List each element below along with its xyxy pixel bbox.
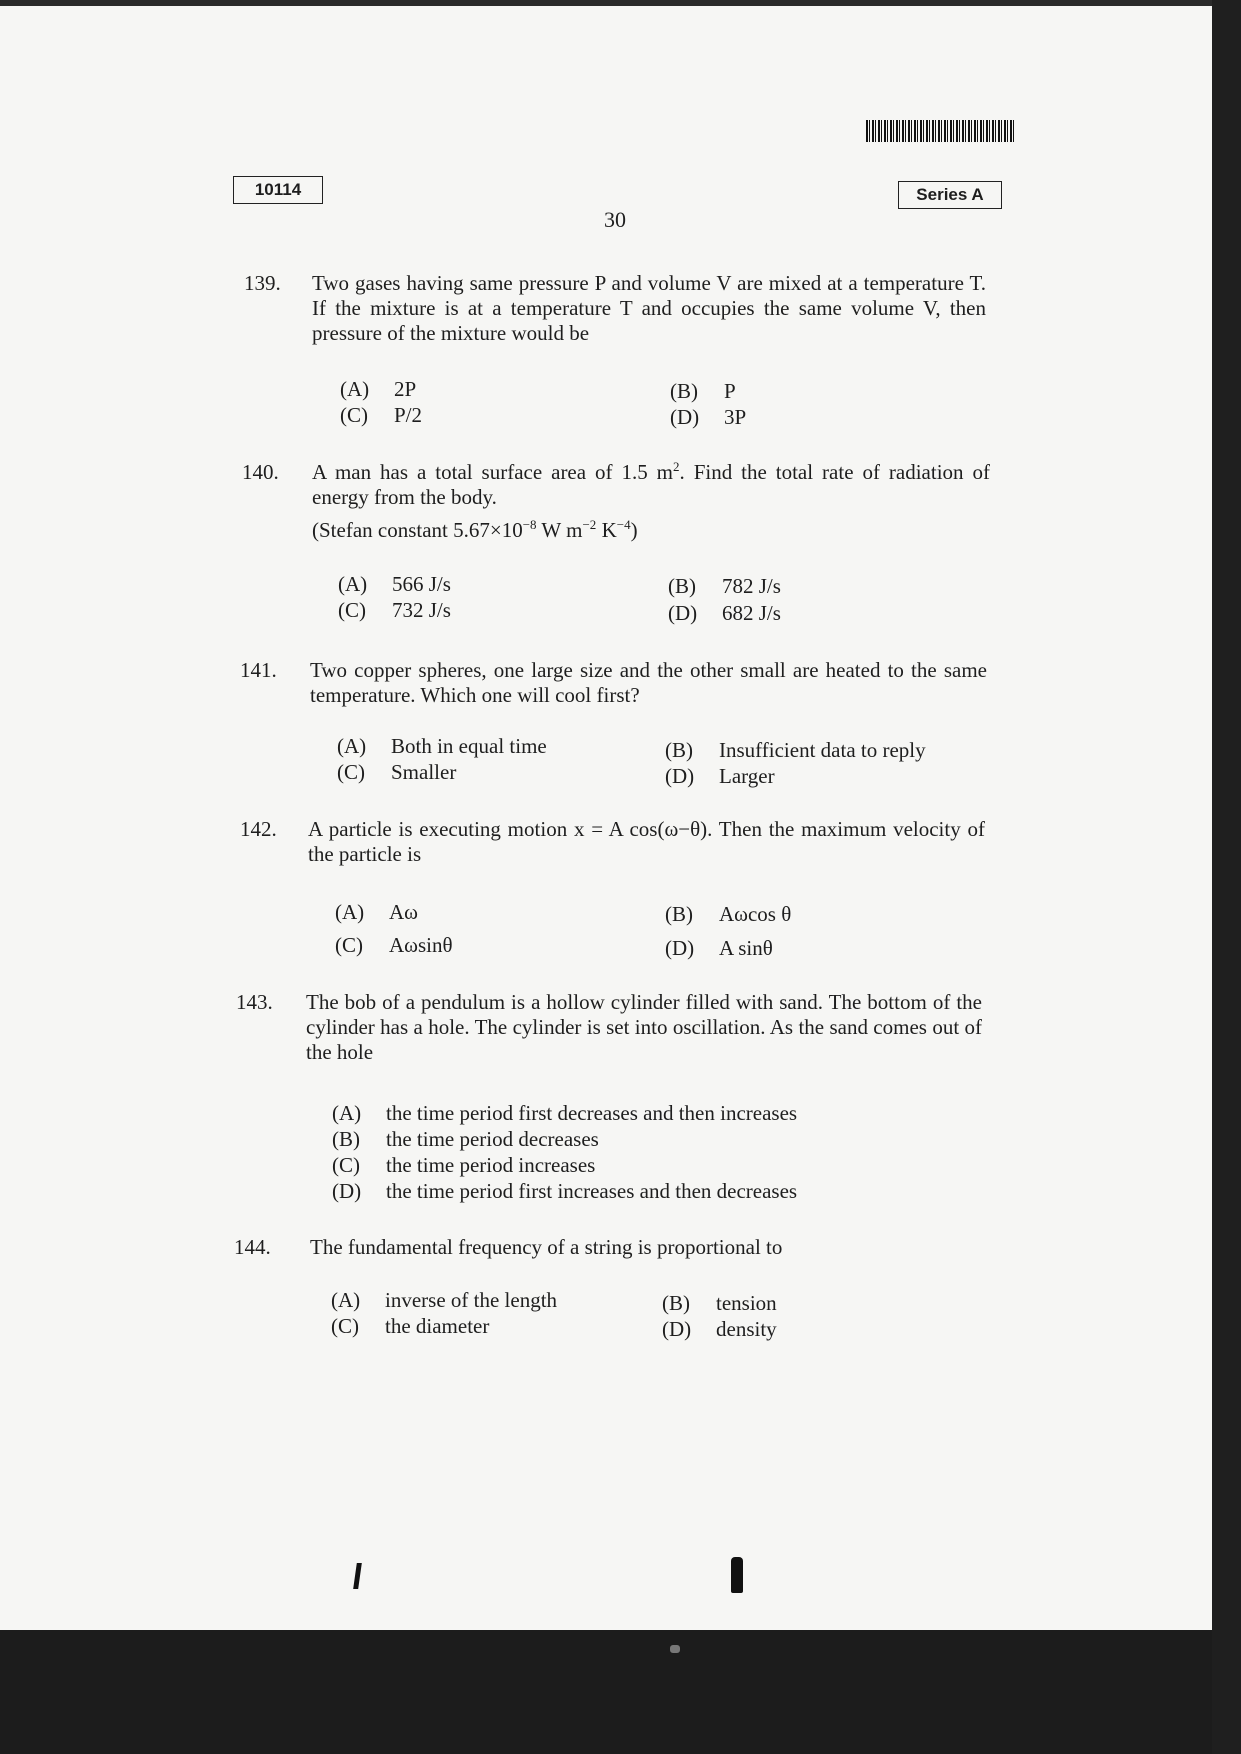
question-text: The fundamental frequency of a string is proportional to: [310, 1235, 783, 1259]
option-d[interactable]: [670, 405, 746, 430]
option-label: (D): [668, 601, 698, 625]
option-label: (D): [332, 1179, 362, 1203]
option-text: 682 J/s: [722, 601, 781, 625]
option-text: the diameter: [385, 1314, 490, 1338]
option-text: Aω: [389, 900, 418, 924]
option-label: (D): [665, 764, 695, 788]
option-label: (C): [335, 933, 363, 957]
option-a[interactable]: [337, 734, 547, 759]
series-box: Series A: [898, 181, 1002, 209]
option-c[interactable]: [337, 760, 456, 785]
option-b[interactable]: [668, 574, 781, 599]
option-c[interactable]: [332, 1153, 595, 1178]
option-text: Smaller: [391, 760, 457, 784]
scan-mark-right: [731, 1557, 743, 1593]
option-text: Both in equal time: [391, 734, 547, 758]
question-number: 142.: [240, 817, 277, 841]
option-text: inverse of the length: [385, 1288, 558, 1312]
option-text: Aωcos θ: [719, 902, 792, 926]
option-a[interactable]: [331, 1288, 557, 1313]
question-number: 143.: [236, 990, 273, 1014]
option-label: (C): [331, 1314, 359, 1338]
question-number: 141.: [240, 658, 277, 682]
option-text: A sinθ: [719, 936, 773, 960]
option-label: (A): [340, 377, 370, 401]
option-a[interactable]: [340, 377, 416, 402]
option-c[interactable]: [340, 403, 422, 428]
option-text: Aωsinθ: [389, 933, 453, 957]
option-text: Insufficient data to reply: [719, 738, 926, 762]
scan-right-edge: [1212, 0, 1241, 1754]
option-c[interactable]: [331, 1314, 489, 1339]
paper-code-box: 10114: [233, 176, 323, 204]
option-d[interactable]: [665, 764, 775, 789]
option-label: (B): [662, 1291, 690, 1315]
option-text: 566 J/s: [392, 572, 451, 596]
option-d[interactable]: [668, 601, 781, 626]
option-text: the time period decreases: [386, 1127, 599, 1151]
option-b[interactable]: [670, 379, 736, 404]
option-label: (D): [670, 405, 700, 429]
option-label: (A): [337, 734, 367, 758]
option-text: tension: [716, 1291, 777, 1315]
question-text: The bob of a pendulum is a hollow cylinder filled with sand. The bottom of the cylinder has a hole. The cylinder is set into oscillation. As the sand comes out of the hole: [306, 990, 982, 1064]
option-label: (C): [337, 760, 365, 784]
option-d[interactable]: [665, 936, 773, 961]
option-text: density: [716, 1317, 777, 1341]
option-label: (B): [332, 1127, 360, 1151]
barcode-image: [866, 120, 1014, 142]
option-label: (A): [335, 900, 365, 924]
option-a[interactable]: [338, 572, 451, 597]
question-number: 139.: [244, 271, 281, 295]
option-text: P/2: [394, 403, 423, 427]
option-label: (B): [668, 574, 696, 598]
option-c[interactable]: [338, 598, 451, 623]
question-text: A man has a total surface area of 1.5 $m^2$. Find the total rate of radiation of energy from the body.: [312, 459, 990, 509]
option-label: (C): [338, 598, 366, 622]
option-label: (C): [340, 403, 368, 427]
option-a[interactable]: [335, 900, 418, 925]
option-b[interactable]: [665, 738, 926, 763]
option-text: the time period first increases and then decreases: [386, 1179, 798, 1203]
option-b[interactable]: [332, 1127, 599, 1152]
option-d[interactable]: [662, 1317, 777, 1342]
option-label: (B): [665, 902, 693, 926]
option-b[interactable]: [662, 1291, 777, 1316]
option-c[interactable]: [335, 933, 453, 958]
option-d[interactable]: [332, 1179, 797, 1204]
option-label: (B): [665, 738, 693, 762]
question-text: Two gases having same pressure P and volume V are mixed at a temperature T. If the mixture is at a temperature T and occupies the same volume V, then pressure of the mixture would be: [312, 271, 986, 345]
question-number: 144.: [234, 1235, 271, 1259]
option-label: (D): [662, 1317, 692, 1341]
scan-top-edge: [0, 0, 1241, 6]
option-text: the time period first decreases and then increases: [386, 1101, 798, 1125]
option-a[interactable]: [332, 1101, 797, 1126]
option-label: (C): [332, 1153, 360, 1177]
option-label: (A): [338, 572, 368, 596]
option-text: 3P: [724, 405, 747, 429]
option-text: Larger: [719, 764, 775, 788]
option-label: (D): [665, 936, 695, 960]
stefan-constant-note: (Stefan constant $5.67\times 10^{-8}$ W $m^{-2}$ $K^{-4}$): [312, 517, 638, 542]
question-text: A particle is executing motion x = A cos(ω−θ). Then the maximum velocity of the particle is: [308, 817, 985, 866]
question-number: 140.: [242, 460, 279, 484]
option-text: 782 J/s: [722, 574, 781, 598]
scan-mark-left: [353, 1563, 362, 1589]
option-text: P: [724, 379, 736, 403]
scan-smudge: [670, 1645, 680, 1653]
option-b[interactable]: [665, 902, 791, 927]
option-text: the time period increases: [386, 1153, 596, 1177]
option-label: (B): [670, 379, 698, 403]
option-text: 732 J/s: [392, 598, 451, 622]
option-label: (A): [332, 1101, 362, 1125]
page-number: 30: [604, 207, 626, 232]
option-text: 2P: [394, 377, 417, 401]
option-label: (A): [331, 1288, 361, 1312]
question-text: Two copper spheres, one large size and the other small are heated to the same temperature. Which one will cool first?: [310, 658, 987, 707]
